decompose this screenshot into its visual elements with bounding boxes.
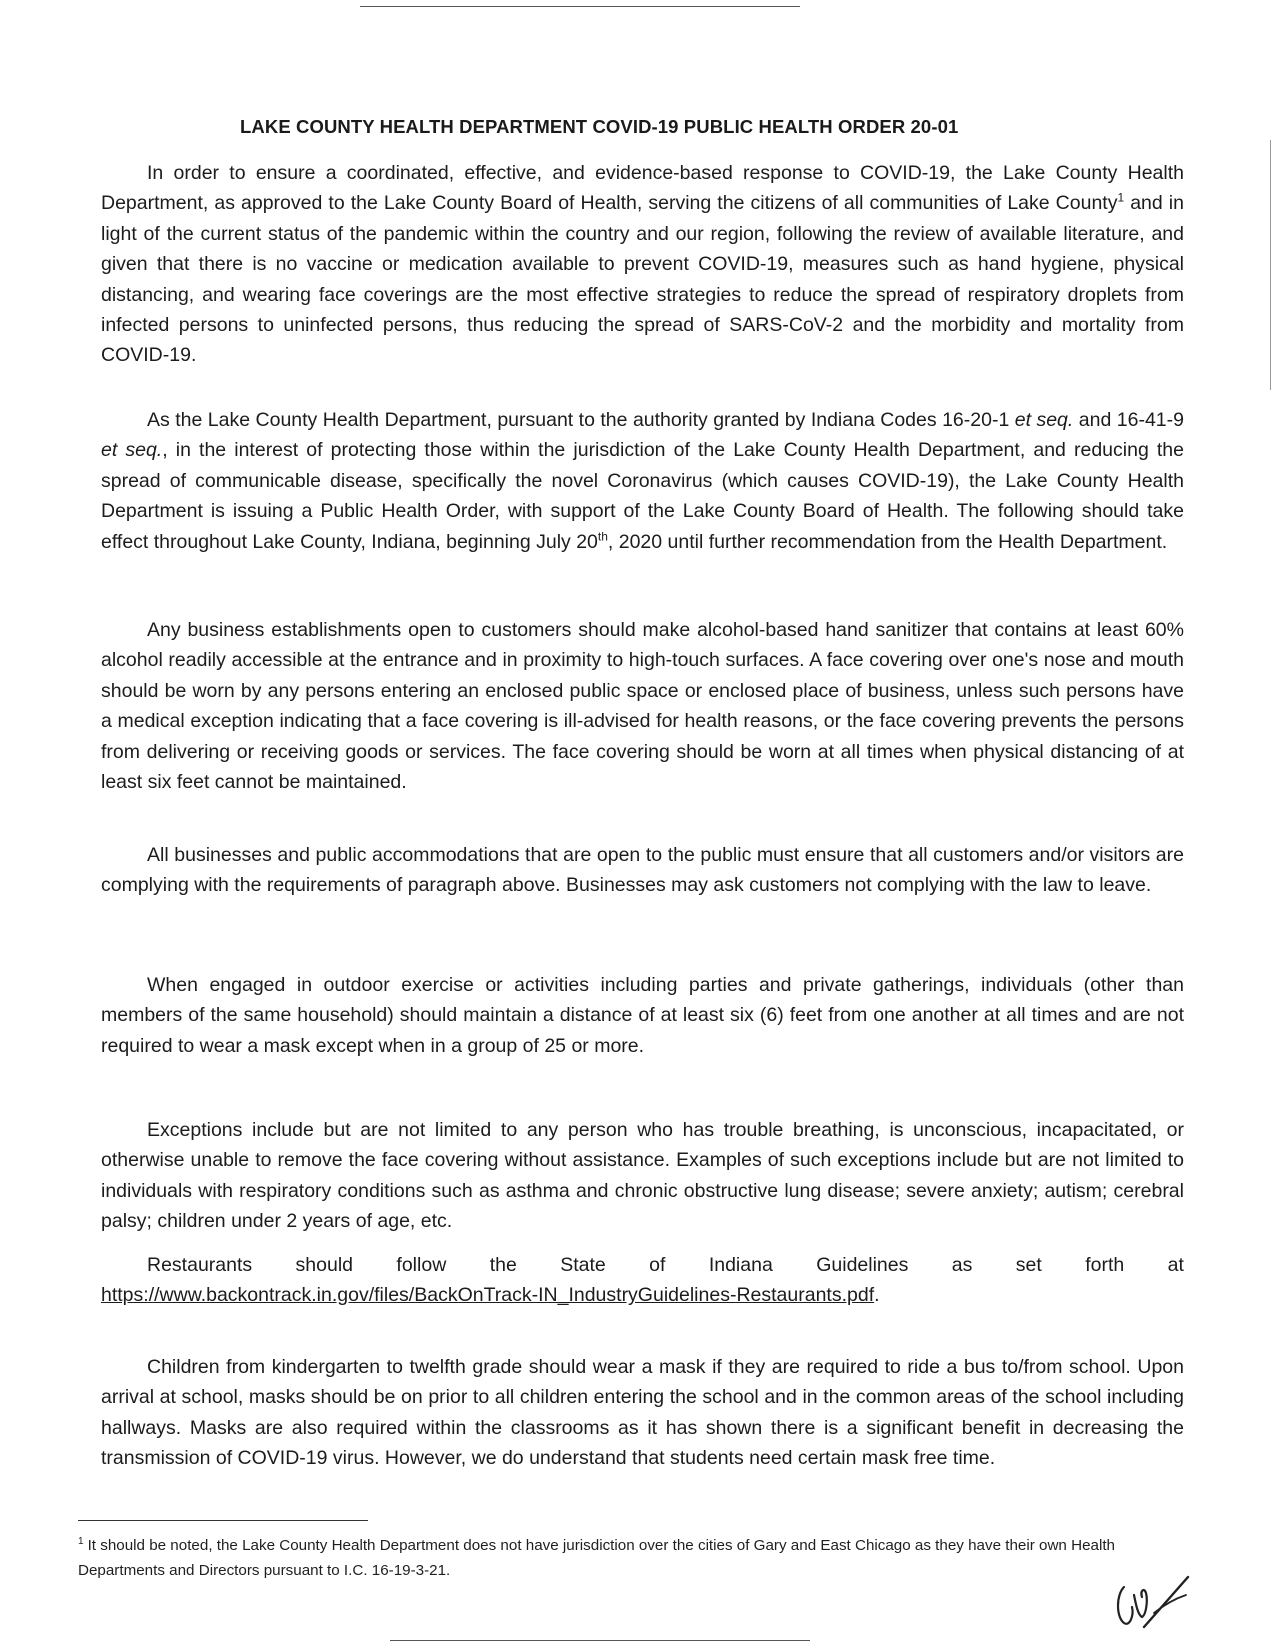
paragraph-authority: As the Lake County Health Department, pursuant to the authority granted by Indiana Codes 16-20-1 et seq. and 16-41-9 et seq., in the interest of protecting those within the jurisdiction of the Lake County Health Department, and reducing the spread of communicable disease, specifically the novel Coronavirus (which causes COVID-19), the Lake County Health Department is issuing a Public Health Order, with support of the Lake County Board of Health. The following should take effect throughout Lake County, Indiana, beginning July 20th, 2020 until further recommendation from the Health Department.: [101, 409, 1184, 553]
footnote-text: It should be noted, the Lake County Health Department does not have jurisdiction over the cities of Gary and East Chicago as they have their own Health Departments and Directors pursuant to I.C. 16-19-3-21.: [78, 1537, 1116, 1579]
paragraph-businesses: All businesses and public accommodations that are open to the public must ensure that all customers and/or visitors are complying with the requirements of paragraph above. Businesses may ask customers not complying with the law to leave.: [101, 844, 1184, 897]
footnote-ref: 1: [1117, 190, 1125, 205]
paragraph-schools: Children from kindergarten to twelfth grade should wear a mask if they are required to ride a bus to/from school. Upon arrival at school, masks should be on prior to all children entering the school and in the common areas of the school including hallways. Masks are also required within the classrooms as it has shown there is a significant benefit in decreasing the transmission of COVID-19 virus. However, we do understand that students need certain mask free time.: [101, 1356, 1184, 1470]
paragraph-exceptions: Exceptions include but are not limited to any person who has trouble breathing, is unconscious, incapacitated, or otherwise unable to remove the face covering without assistance. Examples of such exceptions include but are not limited to individuals with respiratory conditions such as asthma and chronic obstructive lung disease; severe anxiety; autism; cerebral palsy; children under 2 years of age, etc.: [101, 1119, 1184, 1233]
document-title: LAKE COUNTY HEALTH DEPARTMENT COVID-19 PUBLIC HEALTH ORDER 20-01: [240, 116, 959, 137]
footnote: [78, 1533, 1158, 1583]
bottom-rule: [390, 1640, 810, 1641]
footnote-marker: 1: [78, 1535, 84, 1547]
paragraph-face-covering: Any business establishments open to customers should make alcohol-based hand sanitizer that contains at least 60% alcohol readily accessible at the entrance and in proximity to high-touch surfaces. A face covering over one's nose and mouth should be worn by any persons entering an enclosed public space or enclosed place of business, unless such persons have a medical exception indicating that a face covering is ill-advised for health reasons, or the face covering prevents the persons from delivering or receiving goods or services. The face covering should be worn at all times when physical distancing of at least six feet cannot be maintained.: [101, 619, 1184, 794]
paragraph-outdoor: When engaged in outdoor exercise or activities including parties and private gatherings, individuals (other than members of the same household) should maintain a distance of at least six (6) feet from one another at all times and are not required to wear a mask except when in a group of 25 or more.: [101, 974, 1184, 1057]
paragraph-restaurants: [101, 1250, 1184, 1311]
top-rule: [360, 6, 800, 7]
handwritten-initials: [1110, 1565, 1190, 1635]
scan-edge-mark: [1270, 140, 1271, 390]
footnote-divider: [78, 1520, 368, 1521]
restaurant-guidelines-link[interactable]: https://www.backontrack.in.gov/files/BackOnTrack-IN_IndustryGuidelines-Restaurants.pdf: [101, 1284, 875, 1307]
restaurant-guidelines-line: https://www.backontrack.in.gov/files/BackOnTrack-IN_IndustryGuidelines-Restaurants.pdf.: [101, 1284, 880, 1307]
restaurants-line: Restaurants should follow the State of Indiana Guidelines as set forth at: [147, 1254, 1184, 1276]
paragraph-intro: In order to ensure a coordinated, effective, and evidence-based response to COVID-19, the Lake County Health Department, as approved to the Lake County Board of Health, serving the citizens of all communities of Lake County$^1$ and in light of the current status of the pandemic within the country and our region, following the review of available literature, and given that there is no vaccine or medication available to prevent COVID-19, measures such as hand hygiene, physical distancing, and wearing face coverings are the most effective strategies to reduce the spread of respiratory droplets from infected persons to uninfected persons, thus reducing the spread of SARS-CoV-2 and the morbidity and mortality from COVID-19.: [101, 162, 1184, 367]
